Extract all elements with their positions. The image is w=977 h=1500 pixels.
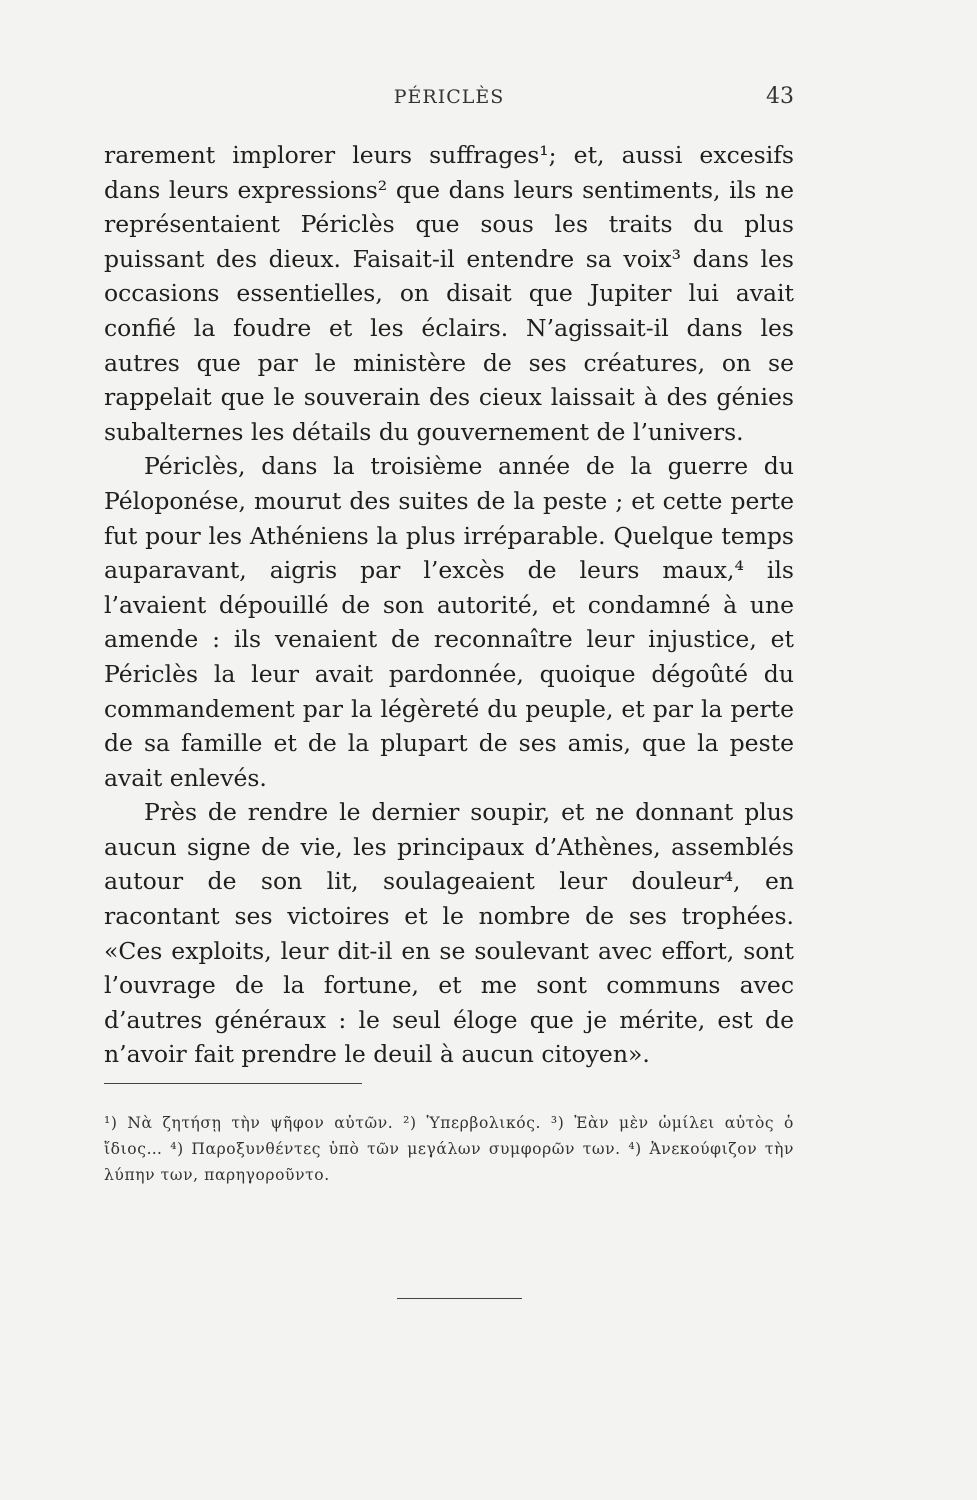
footnote-divider bbox=[104, 1083, 362, 1084]
paragraph: Près de rendre le dernier soupir, et ne donnant plus aucun signe de vie, les principaux d’Athènes, assemblés autour de son lit, soulageaient leur douleur⁴, en racontant ses victoires et le nombre de ses trophées. «Ces exploits, leur dit-il en se soulevant avec effort, sont l’ouvrage de la fortune, et me sont communs avec d’autres généraux : le seul éloge que je mérite, est de n’avoir fait prendre le deuil à aucun citoyen». bbox=[104, 798, 794, 1069]
page-number: 43 bbox=[766, 84, 794, 109]
page-header bbox=[104, 86, 794, 122]
footnotes: ¹) Νὰ ζητήσῃ τὴν ψῆφον αὐτῶν. ²) Ὑπερβολικός. ³) Ἐὰν μὲν ὡμίλει αὐτὸς ὁ ἴδιος… ⁴) Παροξυνθέντες ὑπὸ τῶν μεγάλων συμφορῶν των. ⁴) Ἀνεκούφιζον τὴν λύπην των, παρηγοροῦντο. bbox=[104, 1114, 794, 1184]
running-head: PÉRICLÈS bbox=[393, 86, 505, 108]
main-text bbox=[104, 138, 794, 1072]
paragraph: rarement implorer leurs suffrages¹; et, aussi excesifs dans leurs expressions² que dans leurs sentiments, ils ne représentaient Périclès que sous les traits du plus puissant des dieux. Faisait-il entendre sa voix³ dans les occasions essentielles, on disait que Jupiter lui avait confié la foudre et les éclairs. N’agissait-il dans les autres que par le ministère de ses créatures, on se rappelait que le souverain des cieux laissait à des génies subalternes les détails du gouvernement de l’univers. bbox=[104, 141, 794, 446]
end-divider bbox=[397, 1298, 522, 1299]
paragraph: Périclès, dans la troisième année de la guerre du Péloponése, mourut des suites de la peste ; et cette perte fut pour les Athéniens la plus irréparable. Quelque temps auparavant, aigris par l’excès de leurs maux,⁴ ils l’avaient dépouillé de son autorité, et condamné à une amende : ils venaient de reconnaître leur injustice, et Périclès la leur avait pardonnée, quoique dégoûté du commandement par la légèreté du peuple, et par la perte de sa famille et de la plupart de ses amis, que la peste avait enlevés. bbox=[104, 452, 794, 792]
